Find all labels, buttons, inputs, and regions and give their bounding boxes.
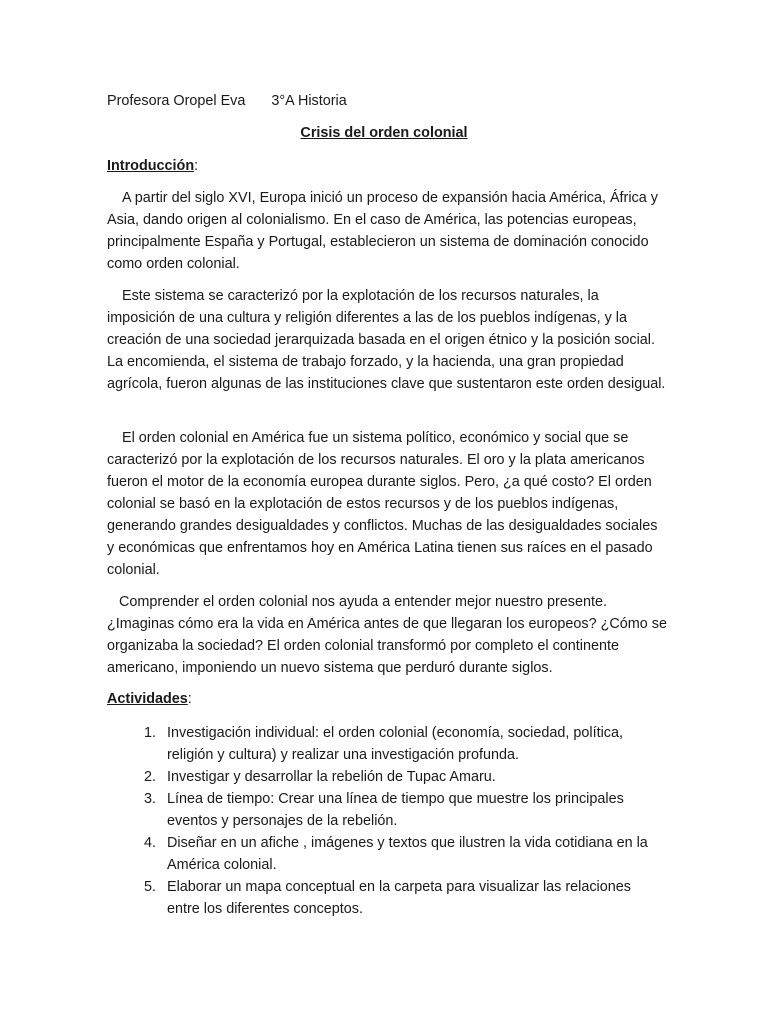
activities-list	[107, 722, 667, 920]
activity-number: 5.	[144, 879, 157, 895]
activity-text: Diseñar en un afiche , imágenes y textos que ilustren la vida cotidiana en la América colonial.	[167, 835, 648, 873]
heading-colon: :	[194, 158, 199, 174]
course-subject: 3°A Historia	[271, 93, 347, 109]
activity-text: Elaborar un mapa conceptual en la carpeta para visualizar las relaciones entre los diferentes conceptos.	[167, 879, 631, 917]
activity-text: Investigar y desarrollar la rebelión de Tupac Amaru.	[167, 769, 496, 785]
activity-item	[107, 722, 667, 766]
activities-heading	[107, 689, 192, 709]
activities-heading-text: Actividades	[107, 691, 188, 707]
intro-paragraph-1: A partir del siglo XVI, Europa inició un proceso de expansión hacia América, África y Asia, dando origen al colonialismo. En el caso de América, las potencias europeas, principalmente España y Portugal, establecieron un sistema de dominación conocido como orden colonial.	[107, 190, 658, 272]
activity-number: 2.	[144, 769, 157, 785]
introduction-heading-text: Introducción	[107, 158, 195, 174]
activity-text: Investigación individual: el orden colonial (economía, sociedad, política, religión y cultura) y realizar una investigación profunda.	[167, 725, 623, 763]
intro-paragraph-2: Este sistema se caracterizó por la explotación de los recursos naturales, la imposición de una cultura y religión diferentes a las de los pueblos indígenas, y la creación de una sociedad jerarquizada basada en el origen étnico y la posición social. La encomienda, el sistema de trabajo forzado, y la hacienda, una gran propiedad agrícola, fueron algunas de las instituciones clave que sustentaron este orden desigual.	[107, 288, 666, 392]
intro-paragraph-4: Comprender el orden colonial nos ayuda a entender mejor nuestro presente. ¿Imaginas cómo era la vida en América antes de que llegaran los europeos? ¿Cómo se organizaba la sociedad? El orden colonial transformó por completo el continente americano, imponiendo un nuevo sistema que perduró durante siglos.	[107, 594, 667, 676]
activity-item	[107, 832, 667, 876]
activity-number: 1.	[144, 725, 157, 741]
activity-item	[107, 766, 667, 788]
activity-item	[107, 876, 667, 920]
intro-paragraph-3: El orden colonial en América fue un sistema político, económico y social que se caracterizó por la explotación de los recursos naturales. El oro y la plata americanos fueron el motor de la economía europea durante siglos. Pero, ¿a qué costo? El orden colonial se basó en la explotación de estos recursos y de los pueblos indígenas, generando grandes desigualdades y conflictos. Muchas de las desigualdades sociales y económicas que enfrentamos hoy en América Latina tienen sus raíces en el pasado colonial.	[107, 430, 658, 578]
activity-item	[107, 788, 667, 832]
introduction-heading	[107, 156, 198, 176]
document-header	[107, 91, 347, 111]
document-title: Crisis del orden colonial	[300, 125, 468, 141]
activity-text: Línea de tiempo: Crear una línea de tiempo que muestre los principales eventos y personajes de la rebelión.	[167, 791, 624, 829]
heading-colon: :	[187, 691, 192, 707]
activity-number: 3.	[144, 791, 157, 807]
teacher-name: Profesora Oropel Eva	[107, 93, 246, 109]
activity-number: 4.	[144, 835, 157, 851]
